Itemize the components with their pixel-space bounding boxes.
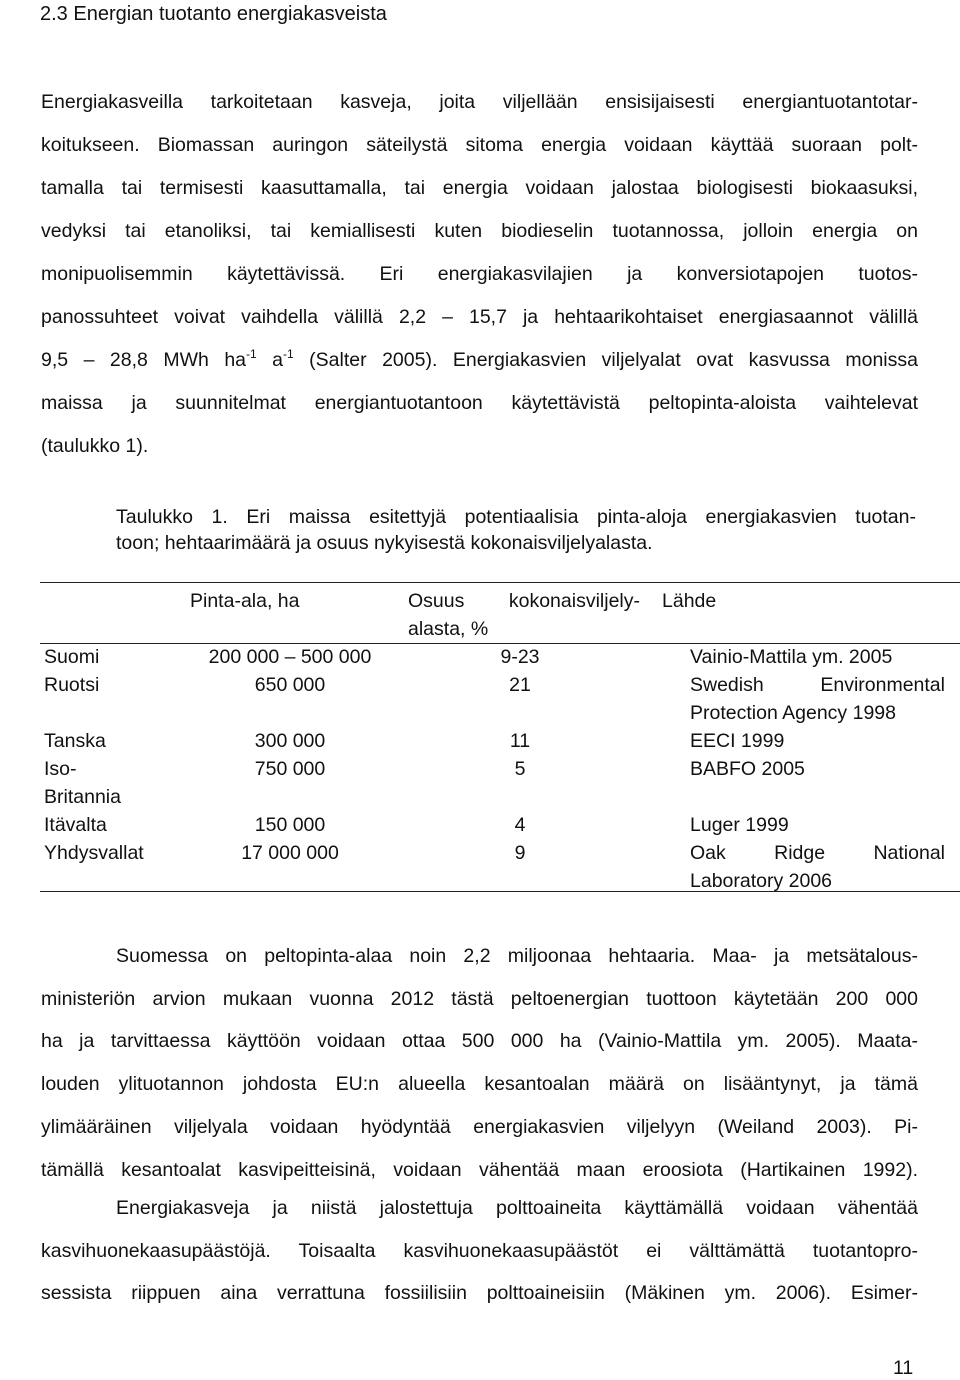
source-line: BABFO 2005 [690, 758, 805, 780]
cell-source [690, 671, 945, 727]
paragraph-emissions [41, 1187, 918, 1315]
header-share-line: alasta, % [408, 618, 489, 640]
cell-area: 200 000 – 500 000 [208, 646, 372, 668]
cell-share: 4 [514, 814, 526, 836]
cell-source [690, 727, 945, 755]
text-line: Energiakasveilla tarkoitetaan kasveja, joita viljellään ensisijaisesti energiantuotantotar- [41, 91, 918, 113]
text-line: panossuhteet voivat vaihdella välillä 2,2 – 15,7 ja hehtaarikohtaiset energiasaannot välillä [41, 306, 918, 328]
page-number: 11 [893, 1357, 914, 1379]
cell-area: 650 000 [254, 674, 326, 696]
text-line: sessista riippuen aina verrattuna fossiilisiin polttoaineisiin (Mäkinen ym. 2006). Esimer- [41, 1282, 918, 1305]
cell-country: Yhdysvallat [44, 842, 144, 864]
source-line: Swedish Environmental [690, 674, 945, 696]
cell-country: Itävalta [44, 814, 107, 836]
cell-country [44, 755, 121, 811]
cell-share: 11 [509, 730, 531, 752]
cell-source [690, 839, 945, 895]
text-line: maissa ja suunnitelmat energiantuotantoon käytettävistä peltopinta-aloista vaihtelevat [41, 392, 918, 414]
caption-line: Taulukko 1. Eri maissa esitettyjä potentiaalisia pinta-aloja energiakasvien tuotan- [116, 506, 916, 528]
cell-area: 300 000 [254, 730, 326, 752]
paragraph-intro [41, 81, 918, 468]
text-line [41, 339, 918, 382]
text-line: Suomessa on peltopinta-alaa noin 2,2 miljoonaa hehtaaria. Maa- ja metsätalous- [116, 945, 918, 967]
text-line: Energiakasveja ja niistä jalostettuja polttoaineita käyttämällä voidaan vähentää [116, 1197, 918, 1219]
paragraph-field-area [41, 935, 918, 1191]
text-line: ministeriön arvion mukaan vuonna 2012 tästä peltoenergian tuottoon käytetään 200 000 [41, 987, 918, 1010]
cell-share: 9 [514, 842, 526, 864]
text-line: ha ja tarvittaessa käyttöön voidaan ottaa 500 000 ha (Vainio-Mattila ym. 2005). Maata- [41, 1030, 918, 1053]
text-line: kasvihuonekaasupäästöjä. Toisaalta kasvihuonekaasupäästöt ei välttämättä tuotantopro- [41, 1239, 918, 1262]
source-line: Laboratory 2006 [690, 870, 833, 892]
cell-area: 150 000 [254, 814, 326, 836]
source-line: Vainio-Mattila ym. 2005 [690, 646, 893, 668]
cell-country: Tanska [44, 730, 106, 752]
header-area: Pinta-ala, ha [190, 590, 300, 612]
text-line: louden ylituotannon johdosta EU:n alueella kesantoalan määrä on lisääntynyt, ja tämä [41, 1073, 918, 1096]
source-line: Oak Ridge National [690, 842, 945, 864]
header-share [408, 587, 640, 643]
cell-share: 9-23 [500, 646, 540, 668]
text-fragment: a [256, 349, 284, 371]
source-line: Protection Agency 1998 [690, 702, 896, 724]
cell-share: 21 [509, 674, 531, 696]
superscript: -1 [246, 347, 257, 361]
cell-source [690, 811, 945, 839]
cell-share: 5 [514, 758, 526, 780]
header-share-line: Osuus kokonaisviljely- [408, 590, 640, 612]
caption-line: toon; hehtaarimäärä ja osuus nykyisestä kokonaisviljelyalasta. [116, 532, 653, 554]
source-line: EECI 1999 [690, 730, 785, 752]
country-line: Britannia [44, 786, 121, 808]
text-line: ylimääräinen viljelyala voidaan hyödyntää energiakasvien viljelyyn (Weiland 2003). Pi- [41, 1115, 918, 1138]
text-line: (taulukko 1). [41, 435, 149, 457]
text-line: tamalla tai termisesti kaasuttamalla, tai energia voidaan jalostaa biologisesti biokaasuksi, [41, 177, 918, 199]
cell-country: Ruotsi [44, 674, 100, 696]
table-top-rule [40, 582, 960, 583]
text-line: koitukseen. Biomassan auringon säteilystä sitoma energia voidaan käyttää suoraan polt- [41, 134, 918, 156]
superscript: -1 [283, 347, 294, 361]
text-line: vedyksi tai etanoliksi, tai kemiallisesti kuten biodieselin tuotannossa, jolloin energia on [41, 220, 918, 242]
text-line: tämällä kesantoalat kasvipeitteisinä, voidaan vähentää maan eroosiota (Hartikainen 1992). [41, 1158, 918, 1181]
country-line: Iso- [44, 758, 77, 780]
source-line: Luger 1999 [690, 814, 789, 836]
text-fragment: 9,5 – 28,8 MWh ha [41, 349, 247, 371]
cell-country: Suomi [44, 646, 100, 668]
header-source: Lähde [662, 590, 717, 612]
table-caption [116, 504, 916, 556]
section-heading: 2.3 Energian tuotanto energiakasveista [40, 3, 387, 25]
text-fragment: (Salter 2005). Energiakasvien viljelyalat ovat kasvussa monissa [293, 349, 918, 371]
cell-source [690, 643, 945, 671]
text-line: monipuolisemmin käytettävissä. Eri energiakasvilajien ja konversiotapojen tuotos- [41, 263, 918, 285]
cell-source [690, 755, 945, 783]
cell-area: 17 000 000 [241, 842, 339, 864]
cell-area: 750 000 [254, 758, 326, 780]
